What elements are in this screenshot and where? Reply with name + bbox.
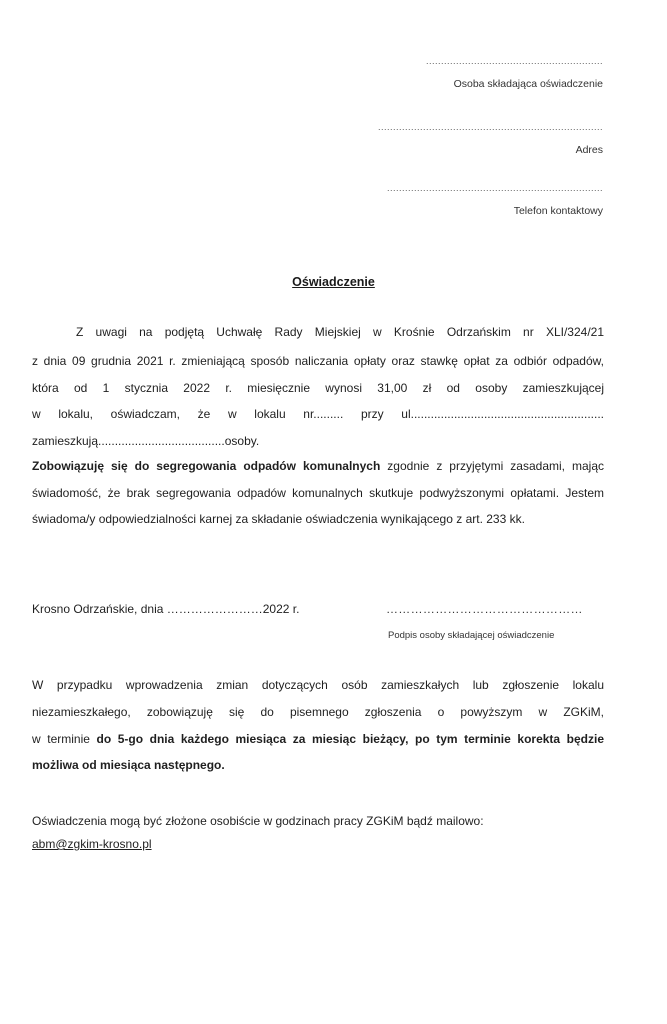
document-title: Oświadczenie [292,275,375,289]
notice-line: możliwa od miesiąca następnego. [32,758,225,772]
address-dots: ........................................................................... [377,122,603,132]
phone-label: Telefon kontaktowy [513,205,603,217]
notice-line [32,731,604,747]
declaration-line: zamieszkują......................................osoby. [32,434,260,448]
signature-label: Podpis osoby składającej oświadczenie [388,630,555,641]
commitment-bold: Zobowiązuję się do segregowania odpadów komunalnych [32,459,381,473]
name-dots: ........................................................... [425,56,603,66]
declaration-line: z dnia 09 grudnia 2021 r. zmieniającą sposób naliczania opłaty oraz stawkę opłat za odbiór odpadów, [32,354,604,368]
name-label: Osoba składająca oświadczenie [453,78,603,90]
commitment-rest: zgodnie z przyjętymi zasadami, mając [380,459,604,473]
declaration-line [32,458,604,474]
contact-text: Oświadczenia mogą być złożone osobiście w godzinach pracy ZGKiM bądź mailowo: [32,814,484,828]
notice-deadline-bold: do 5-go dnia każdego miesiąca za miesiąc bieżący, po tym terminie korekta będzie [96,732,605,746]
declaration-line: Z uwagi na podjętą Uchwałę Rady Miejskiej w Krośnie Odrzańskim nr XLI/324/21 [76,325,604,339]
declaration-line: świadoma/y odpowiedzialności karnej za składanie oświadczenia wynikającego z art. 233 kk. [32,512,525,526]
notice-line: niezamieszkałego, zobowiązuję się do pisemnego zgłoszenia o powyższym w ZGKiM, [32,705,604,719]
phone-dots: ........................................................................ [386,183,603,193]
email-link[interactable]: abm@zgkim-krosno.pl [32,837,152,851]
declaration-line: w lokalu, oświadczam, że w lokalu nr......... przy ul.......................................................... [32,407,604,421]
place-date: Krosno Odrzańskie, dnia ……………………2022 r. [32,602,300,616]
notice-line: W przypadku wprowadzenia zmian dotyczących osób zamieszkałych lub zgłoszenie lokalu [32,678,604,692]
address-label: Adres [575,144,603,156]
notice-pre: w terminie [32,732,97,746]
declaration-line: która od 1 stycznia 2022 r. miesięcznie wynosi 31,00 zł od osoby zamieszkującej [32,381,604,395]
declaration-line: świadomość, że brak segregowania odpadów komunalnych skutkuje podwyższonymi opłatami. Jestem [32,486,604,500]
signature-dots: ………………………………………… [386,602,583,616]
